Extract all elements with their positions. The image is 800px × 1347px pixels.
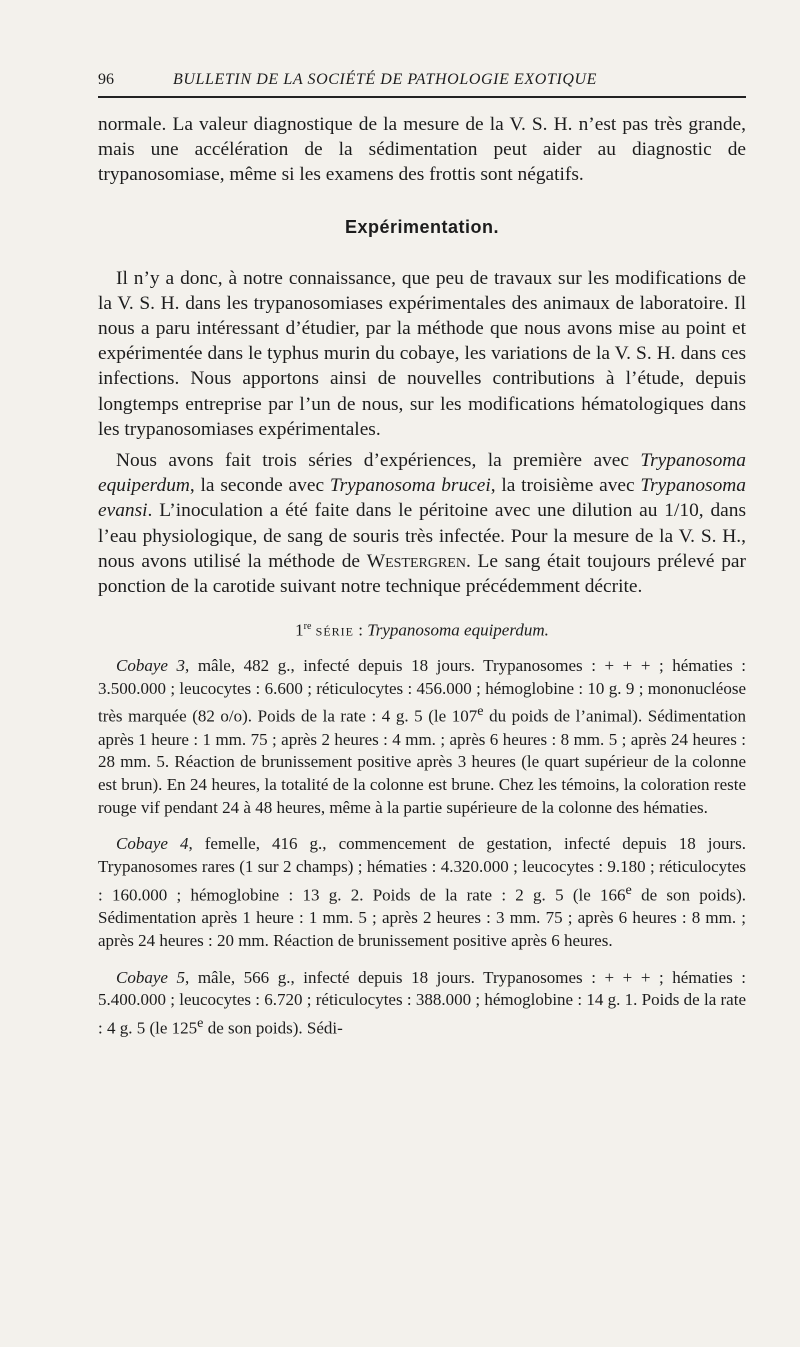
methods-text-4: . L’inoculation a été faite dans le péritoine avec une dilution au 1/10, dans l’eau physiologique, de sang de souris très infectée. Pour la mesure de la V. S. H., nous avons utilisé la méthode de [98, 500, 746, 572]
intro-paragraph: normale. La valeur diagnostique de la mesure de la V. S. H. n’est pas très grande, mais une accélération de la sédimentation peut aider au diagnostic de trypanosomiase, même si les examens des frottis sont négatifs. [98, 114, 746, 186]
cobaye-5-name: Cobaye 5 [116, 967, 185, 987]
cobaye-4-name: Cobaye 4 [116, 834, 189, 854]
running-header [98, 68, 748, 92]
methods-text-5: . Le sang était toujours prélevé par ponction de la carotide suivant notre technique précédemment décrite. [98, 550, 746, 598]
methods-text-1: Nous avons fait trois séries d’expériences, la première avec [116, 450, 641, 472]
page-number: 96 [98, 71, 114, 88]
species-evansi: Trypanosoma evansi [98, 475, 746, 522]
series-number: 1 [295, 620, 304, 640]
body-text [98, 112, 746, 1040]
series-label: SÉRIE [315, 624, 354, 639]
cobaye-4-text-2: de son poids). Sédimentation après 1 heure : 1 mm. 5 ; après 2 heures : 3 mm. 75 ; après 6 heures : 8 mm. ; après 24 heures : 20 mm. Réaction de brunissement positive après 6 heures. [98, 885, 746, 950]
cobaye-3-sup: e [477, 703, 484, 720]
cobaye-5-text-2: de son poids). Sédi- [203, 1018, 343, 1038]
cobaye-5-record [98, 967, 746, 1041]
series-ordinal: re [303, 621, 312, 633]
header-rule [98, 96, 746, 98]
methods-text-3: , la troisième avec [490, 475, 641, 497]
journal-title: BULLETIN DE LA SOCIÉTÉ DE PATHOLOGIE EXOTIQUE [173, 71, 598, 88]
methods-text-2: , la seconde avec [189, 475, 330, 497]
cobaye-4-sup: e [625, 881, 632, 898]
paragraph-context: Il n’y a donc, à notre connaissance, que peu de travaux sur les modifications de la V. S. H. dans les trypanosomiases expérimentales des animaux de laboratoire. Il nous a paru intéressant d’étudier, par la méthode que nous avons mise au point et expérimentée dans le typhus murin du cobaye, les variations de la V. S. H. dans ces infections. Nous apportons ainsi de nouvelles contributions à l’étude, depuis longtemps entreprise par l’un de nous, sur les modifications hématologiques dans les trypanosomiases expérimentales. [98, 267, 746, 440]
cobaye-3-record [98, 655, 746, 820]
author-westergren: Westergren [366, 550, 466, 572]
series-heading [98, 615, 746, 644]
series-species: Trypanosoma equiperdum. [367, 620, 549, 640]
series-separator: : [353, 620, 368, 640]
paragraph-methods [98, 448, 746, 599]
cobaye-3-name: Cobaye 3 [116, 655, 185, 675]
cobaye-3-text: , mâle, 482 g., infecté depuis 18 jours. Trypanosomes : + + + ; hématies : 3.500.000 ; leucocytes : 6.600 ; réticulocytes : 456.000 ; hémoglobine : 10 g. 9 ; mononucléose très marquée (82 o/o). Poids de la rate : 4 g. 5 (le 107 [98, 655, 746, 726]
cobaye-5-text: , mâle, 566 g., infecté depuis 18 jours. Trypanosomes : + + + ; hématies : 5.400.000 ; leucocytes : 6.720 ; réticulocytes : 388.000 ; hémoglobine : 14 g. 1. Poids de la rate : 4 g. 5 (le 125 [98, 967, 746, 1038]
section-heading: Expérimentation. [344, 216, 500, 237]
species-brucei: Trypanosoma brucei [329, 475, 491, 497]
species-equiperdum: Trypanosoma equiperdum [98, 450, 746, 497]
cobaye-3-text-2: du poids de l’animal). Sédimentation après 1 heure : 1 mm. 75 ; après 2 heures : 4 mm. ; après 6 heures : 8 mm. 5 ; après 24 heures : 28 mm. 5. Réaction de brunissement positive après 3 heures (le quart supérieur de la colonne est brun). En 24 heures, la totalité de la colonne est brune. Chez les témoins, la coloration reste rouge vif pendant 24 à 48 heures, même à la partie supérieure de la colonne des hématies. [98, 706, 746, 817]
cobaye-4-text: , femelle, 416 g., commencement de gestation, infecté depuis 18 jours. Trypanosomes rares (1 sur 2 champs) ; hématies : 4.320.000 ; leucocytes : 9.180 ; réticulocytes : 160.000 ; hémoglobine : 13 g. 2. Poids de la rate : 2 g. 5 (le 166 [98, 834, 746, 905]
cobaye-5-sup: e [197, 1015, 204, 1032]
cobaye-4-record [98, 833, 746, 952]
